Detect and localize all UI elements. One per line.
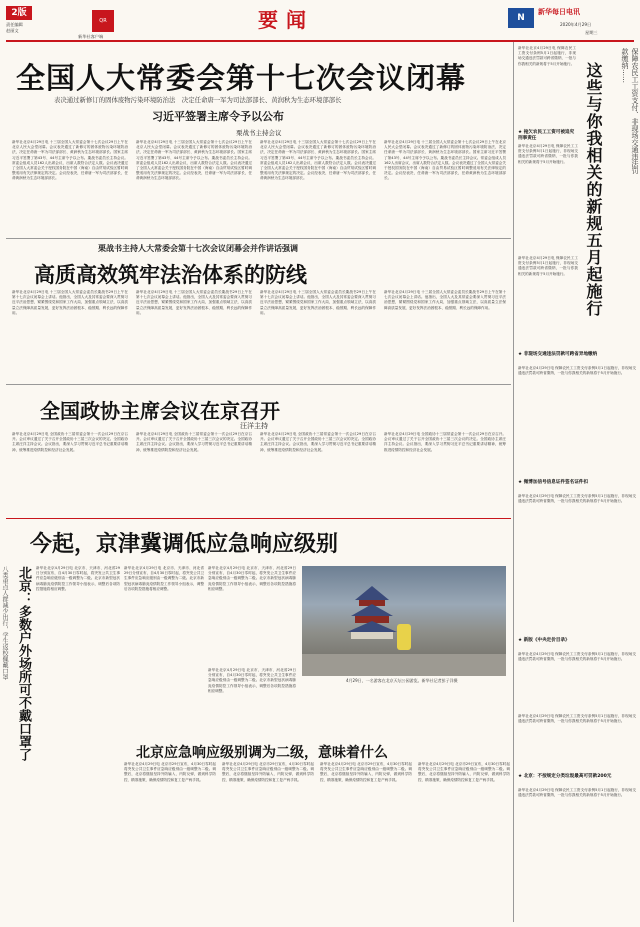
lead-body-col-3: 新华社北京4月29日电 十三届全国人大常委会第十七次会议29日上午在北京人民大会堂闭幕。会议表决通过了新修订的固体废物污染环境防治法，决定任命唐一军为司法部部长、黄润秋为生态环境部部长。国家主席习近平签署了第43号、44号主席令予以公布。栗战书委员长主持会议。常委会组成人员162人出席会议，出席人数符合法定人数。会议表决通过了全国人大常委会关于授权国务院在中国（海南）自由贸易试验区暂时调整适用有关法律规定的决定。会议经表决，任命唐一军为司法部部长，任命黄润秋为生态环境部部长。 xyxy=(260,140,376,181)
story4-side-body: 新华社北京4月29日电 北京市、天津市、河北省29日分别宣布，自4月30日零时起，将突发公共卫生事件应急响应级别由一级调整为二级。北京市新型冠状病毒肺炎疫情防控工作领导小组表示，调整后各项防控措施将相应调整。 xyxy=(36,566,120,591)
divider xyxy=(6,384,511,385)
sidebar-item-body-1: 新华社北京4月29日电 保障农民工工资支付条例5月1日起施行，非现场交通违法罚款可跨省缴纳，一批与你我相关的新规将于5月开始施行。 xyxy=(518,144,578,164)
sidebar-item-body-3: 新华社北京4月29日电 保障农民工工资支付条例5月1日起施行，非现场交通违法罚款可跨省缴纳，一批与你我相关的新规将于5月开始施行。 xyxy=(518,494,636,504)
photo-ground xyxy=(302,654,506,676)
story2-kicker: 栗战书主持人大常委会第十七次会议闭幕会并作讲话强调 xyxy=(98,244,298,253)
story3-body-col-4: 新华社北京4月29日电 全国政协十三届常委会第十一次会议29日在京召开。会议审议通过了关于召开全国政协十三届三次会议的决定。全国政协主席汪洋主持会议。会议指出，要深入学习贯彻习近平总书记重要讲话精神，统筹推进疫情防控和经济社会发展。 xyxy=(384,432,506,452)
sidebar-item-body-1b: 新华社北京4月29日电 保障农民工工资支付条例5月1日起施行，非现场交通违法罚款可跨省缴纳，一批与你我相关的新规将于5月开始施行。 xyxy=(518,256,578,276)
sidebar-item-body-4b: 新华社北京4月29日电 保障农民工工资支付条例5月1日起施行，非现场交通违法罚款可跨省缴纳，一批与你我相关的新规将于5月开始施行。 xyxy=(518,714,636,724)
lead-headline: 全国人大常委会第十七次会议闭幕 xyxy=(16,61,467,95)
story3-body-col-1: 新华社北京4月29日电 全国政协十三届常委会第十一次会议29日在京召开。会议审议通过了关于召开全国政协十三届三次会议的决定。全国政协主席汪洋主持会议。会议指出，要深入学习贯彻习近平总书记重要讲话精神，统筹推进疫情防控和经济社会发展。 xyxy=(12,432,128,452)
editor-credit xyxy=(6,22,23,34)
app-qr-icon[interactable]: QR xyxy=(92,10,114,32)
story4-headline: 今起，京津冀调低应急响应级别 xyxy=(30,531,339,557)
story2-body-col-1: 新华社北京4月29日电 十三届全国人大常委会委员长栗战书29日上午在第十七次会议闭幕会上讲话。他指出，全国人大及其常委会要深入贯彻习近平法治思想，紧紧围绕党和国家工作大局，加强重点领域立法，以高质量立法保障高质量发展，更好发挥法治固根本、稳预期、利长远的保障作用。 xyxy=(12,290,128,315)
lead-byline: 栗战书主持会议 xyxy=(236,129,282,137)
story5-body-col-3: 新华社北京4月29日电 北京市29日宣布，4月30日零时起将突发公共卫生事件应急响应级别由一级调整为二级。调整后，北京将继续坚持外防输入、内防反弹，做到科学防控、精准施策，确保疫情防控和复工复产两手抓。 xyxy=(320,762,412,782)
lead-body-col-2: 新华社北京4月29日电 十三届全国人大常委会第十七次会议29日上午在北京人民大会堂闭幕。会议表决通过了新修订的固体废物污染环境防治法，决定任命唐一军为司法部部长、黄润秋为生态环境部部长。国家主席习近平签署了第43号、44号主席令予以公布。栗战书委员长主持会议。常委会组成人员162人出席会议，出席人数符合法定人数。会议表决通过了全国人大常委会关于授权国务院在中国（海南）自由贸易试验区暂时调整适用有关法律规定的决定。会议经表决，任命唐一军为司法部部长，任命黄润秋为生态环境部部长。 xyxy=(136,140,252,181)
sidebar-item-body-5: 新华社北京4月29日电 保障农民工工资支付条例5月1日起施行，非现场交通违法罚款可跨省缴纳，一批与你我相关的新规将于5月开始施行。 xyxy=(518,788,636,798)
story2-body-col-4: 新华社北京4月29日电 十三届全国人大常委会委员长栗战书29日上午在第十七次会议闭幕会上讲话。他指出，全国人大及其常委会要深入贯彻习近平法治思想，紧紧围绕党和国家工作大局，加强重点领域立法，以高质量立法保障高质量发展，更好发挥法治固根本、稳预期、利长远的保障作用。 xyxy=(384,290,506,310)
sidebar-headline: 这些与你我相关的新规五月起施行 xyxy=(584,62,603,317)
person-figure xyxy=(397,624,411,650)
lead-subtitle: 表决通过新修订的固体废物污染环境防治法 决定任命唐一军为司法部部长、黄润秋为生态环境部部长 xyxy=(54,96,342,104)
page-number-badge: 2版 xyxy=(6,6,32,20)
sidebar-intro: 保障农民工工资支付、非现场交通违法罚款缴纳…… xyxy=(621,48,639,174)
story5-body-col-4: 新华社北京4月29日电 北京市29日宣布，4月30日零时起将突发公共卫生事件应急响应级别由一级调整为二级。调整后，北京将继续坚持外防输入、内防反弹，做到科学防控、精准施策，确保疫情防控和复工复产两手抓。 xyxy=(418,762,510,782)
sidebar-item-heading-2: ★ 非现场交通违法罚款可跨省异地缴纳 xyxy=(518,352,598,357)
app-label: 新华社客户端 xyxy=(78,34,104,39)
tiantan-photo xyxy=(302,566,506,676)
story3-headline: 全国政协主席会议在京召开 xyxy=(40,399,280,423)
story2-body-col-2: 新华社北京4月29日电 十三届全国人大常委会委员长栗战书29日上午在第十七次会议闭幕会上讲话。他指出，全国人大及其常委会要深入贯彻习近平法治思想，紧紧围绕党和国家工作大局，加强重点领域立法，以高质量立法保障高质量发展，更好发挥法治固根本、稳预期、利长远的保障作用。 xyxy=(136,290,252,315)
photo-caption: 4月29日，一名游客在北京天坛公园游览。新华社记者彭子洋摄 xyxy=(346,678,458,683)
issue-date: 2020年4月29日 xyxy=(560,22,592,27)
story2-body-col-3: 新华社北京4月29日电 十三届全国人大常委会委员长栗战书29日上午在第十七次会议闭幕会上讲话。他指出，全国人大及其常委会要深入贯彻习近平法治思想，紧紧围绕党和国家工作大局，加强重点领域立法，以高质量立法保障高质量发展，更好发挥法治固根本、稳预期、利长远的保障作用。 xyxy=(260,290,376,315)
xinhua-logo-icon: N xyxy=(508,8,534,28)
masthead-rule xyxy=(6,40,634,42)
sidebar-item-body-2: 新华社北京4月29日电 保障农民工工资支付条例5月1日起施行，非现场交通违法罚款可跨省缴纳，一批与你我相关的新规将于5月开始施行。 xyxy=(518,366,636,376)
divider xyxy=(6,518,511,519)
story4-body-col-3: 新华社北京4月29日电 北京市、天津市、河北省29日分别宣布，自4月30日零时起，将突发公共卫生事件应急响应级别由一级调整为二级。北京市新型冠状病毒肺炎疫情防控工作领导小组表示，调整后各项防控措施将相应调整。 xyxy=(208,668,296,693)
story5-body-col-1: 新华社北京4月29日电 北京市29日宣布，4月30日零时起将突发公共卫生事件应急响应级别由一级调整为二级。调整后，北京将继续坚持外防输入、内防反弹，做到科学防控、精准施策，确保疫情防控和复工复产两手抓。 xyxy=(124,762,216,782)
editor-label: 责任编辑 xyxy=(6,22,23,27)
issue-weekday: 星期三 xyxy=(585,30,598,35)
lead-body-col-4: 新华社北京4月29日电 十三届全国人大常委会第十七次会议29日上午在北京人民大会堂闭幕。会议表决通过了新修订的固体废物污染环境防治法，决定任命唐一军为司法部部长、黄润秋为生态环境部部长。国家主席习近平签署了第43号、44号主席令予以公布。栗战书委员长主持会议。常委会组成人员162人出席会议，出席人数符合法定人数。会议表决通过了全国人大常委会关于授权国务院在中国（海南）自由贸易试验区暂时调整适用有关法律规定的决定。会议经表决，任命唐一军为司法部部长，任命黄润秋为生态环境部部长。 xyxy=(384,140,506,181)
sidebar-item-body-4: 新华社北京4月29日电 保障农民工工资支付条例5月1日起施行，非现场交通违法罚款可跨省缴纳，一批与你我相关的新规将于5月开始施行。 xyxy=(518,652,636,662)
paper-name: 新华每日电讯 xyxy=(538,8,580,16)
sidebar-divider xyxy=(513,42,514,922)
story4-side-intro: 八类重点人群减少出行，学生返校佩戴口罩 xyxy=(1,566,8,680)
temple-illustration xyxy=(347,584,397,639)
story3-byline: 汪洋主持 xyxy=(240,422,268,430)
story4-body-col-2: 新华社北京4月29日电 北京市、天津市、河北省29日分别宣布，自4月30日零时起，将突发公共卫生事件应急响应级别由一级调整为二级。北京市新型冠状病毒肺炎疫情防控工作领导小组表示，调整后各项防控措施将相应调整。 xyxy=(208,566,296,591)
editor-name: 赵丽文 xyxy=(6,28,19,33)
sidebar-item-heading-5: ★ 北京：不按规定分类垃圾最高可罚款200元 xyxy=(518,774,612,779)
sidebar-body-top: 新华社北京4月29日电 保障农民工工资支付条例5月1日起施行，非现场交通违法罚款可跨省缴纳，一批与你我相关的新规将于5月开始施行。 xyxy=(518,46,576,66)
story3-body-col-2: 新华社北京4月29日电 全国政协十三届常委会第十一次会议29日在京召开。会议审议通过了关于召开全国政协十三届三次会议的决定。全国政协主席汪洋主持会议。会议指出，要深入学习贯彻习近平总书记重要讲话精神，统筹推进疫情防控和经济社会发展。 xyxy=(136,432,252,452)
story5-headline: 北京应急响应级别调为二级，意味着什么 xyxy=(136,745,388,761)
sidebar-item-heading-1: ★ 拖欠农民工工资可被追究刑事责任 xyxy=(518,130,575,141)
story3-body-col-3: 新华社北京4月29日电 全国政协十三届常委会第十一次会议29日在京召开。会议审议通过了关于召开全国政协十三届三次会议的决定。全国政协主席汪洋主持会议。会议指出，要深入学习贯彻习近平总书记重要讲话精神，统筹推进疫情防控和经济社会发展。 xyxy=(260,432,376,452)
story2-headline: 高质高效筑牢法治体系的防线 xyxy=(34,262,307,287)
sidebar-item-heading-4: ★ 新版《中央定价目录》 xyxy=(518,638,570,643)
lead-subheadline: 习近平签署主席令予以公布 xyxy=(152,110,284,123)
lead-body-col-1: 新华社北京4月29日电 十三届全国人大常委会第十七次会议29日上午在北京人民大会堂闭幕。会议表决通过了新修订的固体废物污染环境防治法，决定任命唐一军为司法部部长、黄润秋为生态环境部部长。国家主席习近平签署了第43号、44号主席令予以公布。栗战书委员长主持会议。常委会组成人员162人出席会议，出席人数符合法定人数。会议表决通过了全国人大常委会关于授权国务院在中国（海南）自由贸易试验区暂时调整适用有关法律规定的决定。会议经表决，任命唐一军为司法部部长，任命黄润秋为生态环境部部长。 xyxy=(12,140,128,181)
sidebar-item-heading-3: ★ 微博加信号信息证件签名证件扣 xyxy=(518,480,589,485)
story5-body-col-2: 新华社北京4月29日电 北京市29日宣布，4月30日零时起将突发公共卫生事件应急响应级别由一级调整为二级。调整后，北京将继续坚持外防输入、内防反弹，做到科学防控、精准施策，确保疫情防控和复工复产两手抓。 xyxy=(222,762,314,782)
divider xyxy=(6,238,511,239)
story4-body-col-1: 新华社北京4月29日电 北京市、天津市、河北省29日分别宣布，自4月30日零时起，将突发公共卫生事件应急响应级别由一级调整为二级。北京市新型冠状病毒肺炎疫情防控工作领导小组表示，调整后各项防控措施将相应调整。 xyxy=(124,566,204,591)
section-title: 要闻 xyxy=(258,8,314,32)
story4-side-headline: 北京：多数户外场所可不戴口罩了 xyxy=(16,566,31,761)
